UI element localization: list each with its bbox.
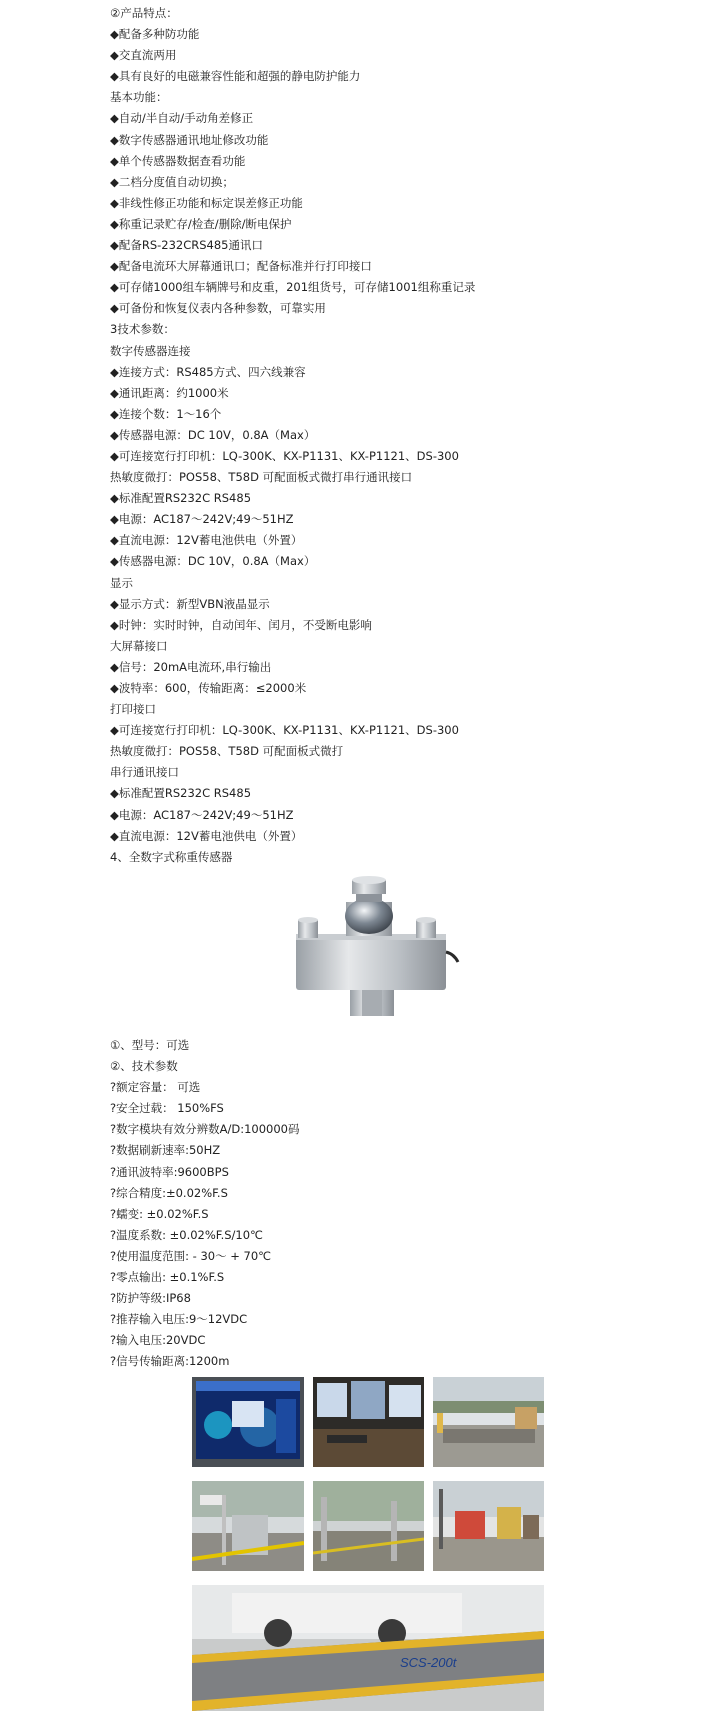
text-line: ?额定容量： 可选 bbox=[110, 1080, 201, 1095]
text-line: ◆可备份和恢复仪表内各种参数，可靠实用 bbox=[110, 301, 326, 316]
text-line: 打印接口 bbox=[110, 702, 156, 717]
load-cell-sensor-image bbox=[288, 872, 460, 1020]
text-line: ◆具有良好的电磁兼容性能和超强的静电防护能力 bbox=[110, 69, 361, 84]
text-line: ◆可存储1000组车辆牌号和皮重，201组货号，可存储1001组称重记录 bbox=[110, 280, 476, 295]
text-line: ?零点输出: ±0.1%F.S bbox=[110, 1270, 225, 1285]
text-line: ◆标准配置RS232C RS485 bbox=[110, 786, 252, 801]
monitor-software-photo bbox=[192, 1377, 304, 1467]
text-line: 大屏幕接口 bbox=[110, 638, 168, 653]
text-line: ②产品特点： bbox=[110, 6, 178, 20]
text-line: ◆二档分度值自动切换； bbox=[110, 174, 234, 189]
text-line: ◆可连接宽行打印机：LQ-300K、KX-P1131、KX-P1121、DS-300 bbox=[110, 448, 459, 463]
text-line: ◆交直流两用 bbox=[110, 48, 177, 63]
text-line: ?数据刷新速率:50HZ bbox=[110, 1143, 221, 1158]
text-line: ?输入电压:20VDC bbox=[110, 1333, 206, 1348]
text-line: ◆波特率：600，传输距离：≤2000米 bbox=[110, 681, 307, 695]
text-line: 热敏度微打：POS58、T58D 可配面板式微打 bbox=[110, 744, 344, 759]
text-line: ◆非线性修正功能和标定误差修正功能 bbox=[110, 195, 303, 210]
text-line: ◆直流电源：12V蓄电池供电（外置） bbox=[110, 828, 303, 843]
text-line: 3技术参数： bbox=[110, 322, 175, 337]
text-line: ◆电源：AC187～242V;49～51HZ bbox=[110, 807, 294, 822]
text-line: ?数字模块有效分辨数A/D:100000码 bbox=[110, 1122, 300, 1137]
scale-model-label: SCS-200t bbox=[400, 1655, 457, 1670]
weighbridge-truck-photo bbox=[192, 1585, 544, 1711]
text-line: ◆配备RS-232CRS485通讯口 bbox=[110, 238, 264, 253]
text-line: ◆传感器电源：DC 10V，0.8A（Max） bbox=[110, 427, 316, 442]
text-line: ◆连接个数：1～16个 bbox=[110, 406, 222, 421]
text-line: ①、型号：可选 bbox=[110, 1038, 190, 1052]
control-room-photo bbox=[313, 1377, 424, 1467]
text-line: ◆标准配置RS232C RS485 bbox=[110, 491, 252, 506]
text-line: ?使用温度范围: - 30～ + 70℃ bbox=[110, 1248, 272, 1263]
text-line: 热敏度微打：POS58、T58D 可配面板式微打串行通讯接口 bbox=[110, 470, 413, 485]
text-line: ◆称重记录贮存/检查/删除/断电保护 bbox=[110, 216, 292, 231]
text-line: ◆单个传感器数据查看功能 bbox=[110, 153, 246, 168]
text-line: ◆数字传感器通讯地址修改功能 bbox=[110, 132, 269, 147]
text-line: ?蠕变: ±0.02%F.S bbox=[110, 1206, 209, 1221]
product-features-list bbox=[110, 3, 670, 868]
text-line: ?通讯波特率:9600BPS bbox=[110, 1164, 229, 1179]
text-line: ◆直流电源：12V蓄电池供电（外置） bbox=[110, 533, 303, 548]
text-line: 4、全数字式称重传感器 bbox=[110, 849, 233, 864]
text-line: ◆配备电流环大屏幕通讯口；配备标准并行打印接口 bbox=[110, 259, 372, 274]
sensor-post-photo bbox=[313, 1481, 424, 1571]
toll-booth-photo bbox=[433, 1481, 544, 1571]
text-line: ◆可连接宽行打印机：LQ-300K、KX-P1131、KX-P1121、DS-300 bbox=[110, 723, 459, 738]
text-line: ◆信号：20mA电流环,串行输出 bbox=[110, 659, 272, 674]
text-line: ◆配备多种防功能 bbox=[110, 27, 200, 42]
text-line: 数字传感器连接 bbox=[110, 343, 191, 358]
text-line: 显示 bbox=[110, 575, 133, 590]
text-line: ◆电源：AC187～242V;49～51HZ bbox=[110, 512, 294, 527]
text-line: ?防护等级:IP68 bbox=[110, 1291, 191, 1306]
text-line: ②、技术参数 bbox=[110, 1059, 178, 1074]
text-line: ◆时钟：实时时钟，自动闰年、闰月，不受断电影响 bbox=[110, 617, 372, 632]
text-line: 基本功能： bbox=[110, 90, 168, 105]
text-line: ?综合精度:±0.02%F.S bbox=[110, 1185, 228, 1200]
text-line: ◆自动/半自动/手动角差修正 bbox=[110, 111, 254, 126]
text-line: ◆显示方式：新型VBN液晶显示 bbox=[110, 596, 270, 611]
text-line: ?安全过载： 150%FS bbox=[110, 1101, 224, 1116]
text-line: 串行通讯接口 bbox=[110, 765, 179, 780]
text-line: ?推荐输入电压:9～12VDC bbox=[110, 1312, 248, 1327]
text-line: ◆传感器电源：DC 10V，0.8A（Max） bbox=[110, 554, 316, 569]
weighbridge-gate-photo bbox=[433, 1377, 544, 1467]
text-line: ◆通讯距离：约1000米 bbox=[110, 385, 229, 400]
text-line: ?信号传输距离:1200m bbox=[110, 1354, 230, 1369]
text-line: ?温度系数: ±0.02%F.S/10℃ bbox=[110, 1227, 263, 1242]
camera-pole-photo bbox=[192, 1481, 304, 1571]
text-line: ◆连接方式：RS485方式、四六线兼容 bbox=[110, 364, 306, 379]
sensor-specs-list bbox=[110, 1035, 670, 1373]
